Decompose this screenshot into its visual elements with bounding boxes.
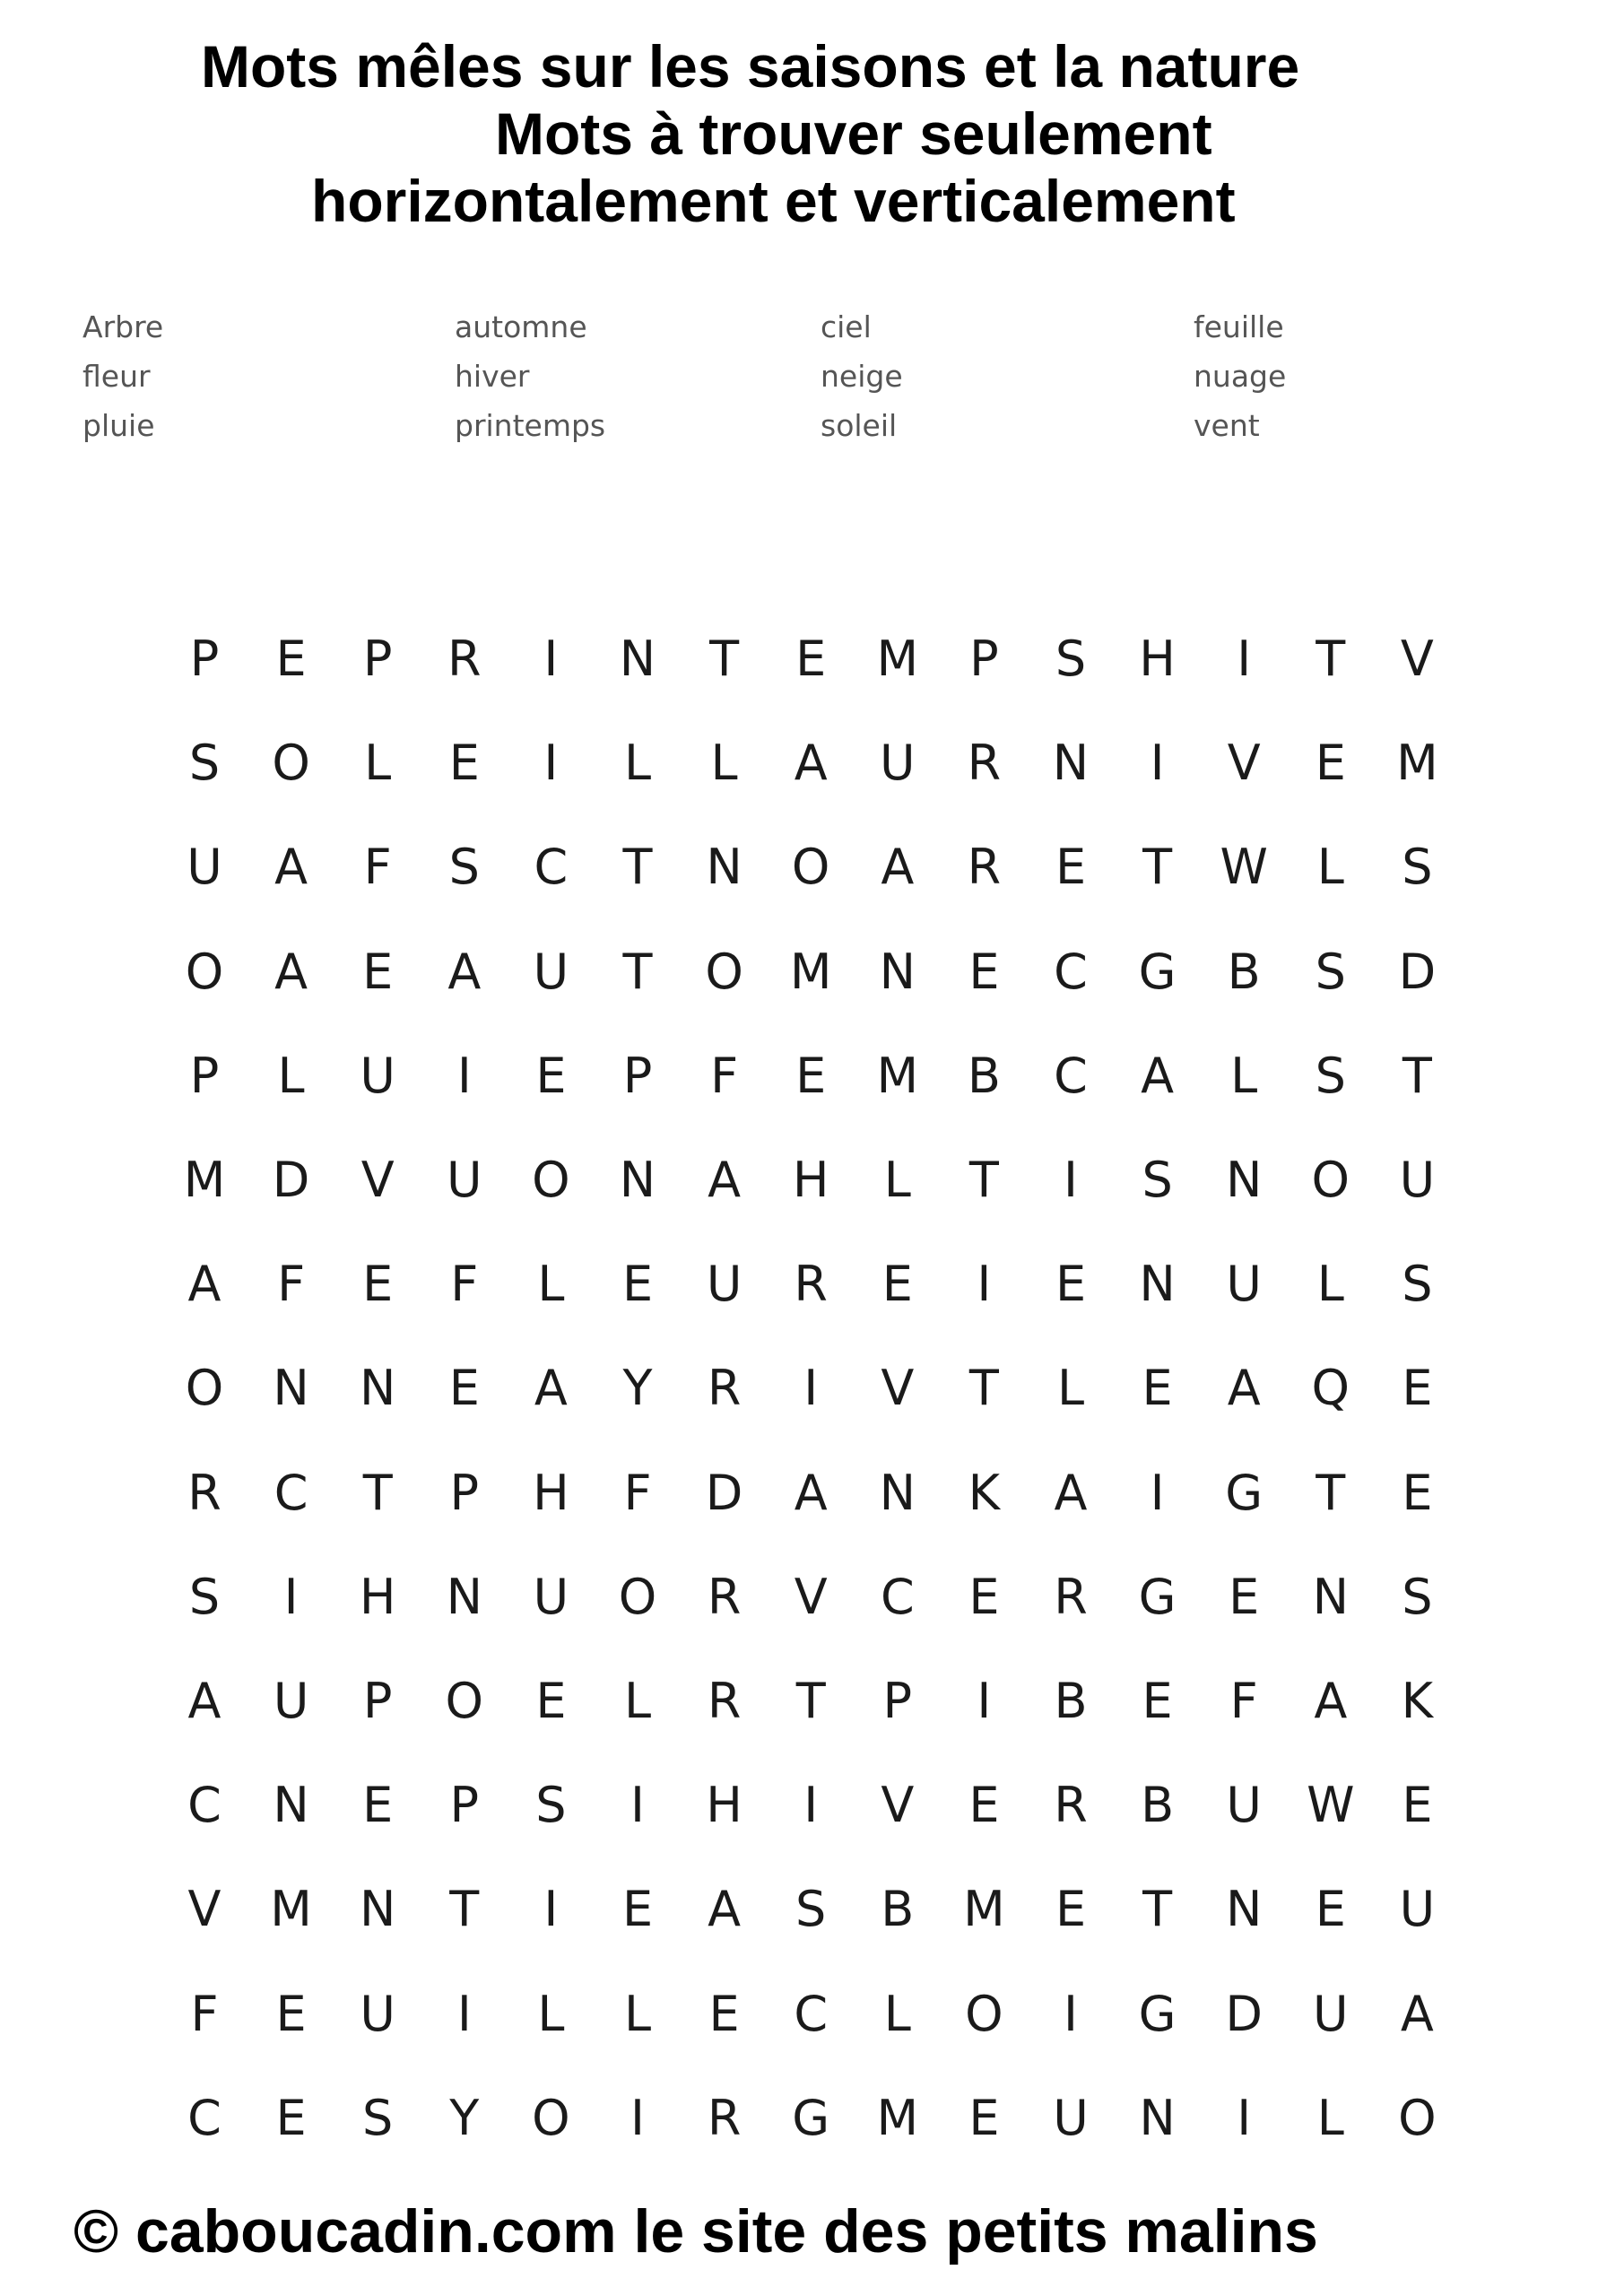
grid-letter: N [1139, 1256, 1176, 1313]
grid-letter: E [795, 1047, 827, 1104]
grid-letter: U [533, 1568, 569, 1625]
grid-letter: N [1052, 735, 1090, 792]
grid-letter: I [283, 1568, 299, 1625]
grid-letter: R [794, 1256, 828, 1313]
grid-letter: P [882, 1673, 913, 1729]
grid-letter: U [447, 1152, 482, 1208]
grid-letter: N [359, 1881, 396, 1938]
grid-letter: G [1225, 1464, 1264, 1521]
grid-letter: I [456, 1985, 472, 2042]
grid-letter: I [1237, 631, 1252, 687]
grid-letter: B [881, 1881, 915, 1938]
grid-letter: N [619, 631, 656, 687]
grid-letter: O [1398, 2089, 1437, 2146]
grid-letter: I [543, 631, 559, 687]
grid-letter: E [1142, 1360, 1173, 1417]
grid-letter: T [622, 839, 653, 896]
grid-letter: E [708, 1985, 740, 2042]
grid-letter: B [1054, 1673, 1088, 1729]
grid-letter: N [273, 1777, 309, 1834]
grid-letter: L [883, 1152, 911, 1208]
grid-letter: E [1402, 1360, 1433, 1417]
grid-letter: N [879, 1464, 916, 1521]
grid-letter: L [364, 735, 392, 792]
grid-letter: I [543, 1881, 559, 1938]
grid-letter: A [1314, 1673, 1348, 1729]
word-item: neige [821, 359, 903, 394]
grid-letter: E [535, 1047, 567, 1104]
grid-letter: N [1312, 1568, 1349, 1625]
grid-letter: S [795, 1881, 827, 1938]
grid-letter: G [1138, 943, 1177, 1000]
word-item: nuage [1194, 359, 1287, 394]
grid-letter: I [630, 2089, 645, 2146]
grid-letter: C [794, 1985, 829, 2042]
grid-letter: U [880, 735, 916, 792]
grid-letter: M [789, 943, 832, 1000]
grid-letter: S [448, 839, 480, 896]
grid-letter: L [883, 1985, 911, 2042]
grid-letter: U [1399, 1152, 1436, 1208]
grid-letter: R [707, 2089, 742, 2146]
word-item: vent [1194, 408, 1260, 443]
grid-letter: T [1142, 1881, 1173, 1938]
grid-letter: I [1150, 1464, 1165, 1521]
grid-letter: A [187, 1673, 221, 1729]
grid-letter: N [706, 839, 743, 896]
grid-letter: A [1141, 1047, 1175, 1104]
grid-letter: I [630, 1777, 645, 1834]
grid-letter: T [1402, 1047, 1432, 1104]
grid-letter: C [1054, 1047, 1088, 1104]
grid-letter: R [967, 839, 1002, 896]
grid-letter: D [272, 1152, 310, 1208]
grid-letter: E [1315, 735, 1346, 792]
word-item: printemps [455, 408, 606, 443]
grid-letter: F [190, 1985, 219, 2042]
grid-letter: P [969, 631, 999, 687]
grid-letter: N [273, 1360, 309, 1417]
grid-letter: H [359, 1568, 396, 1625]
grid-letter: A [794, 735, 828, 792]
grid-letter: S [1315, 943, 1346, 1000]
grid-letter: A [1400, 1985, 1434, 2042]
grid-letter: L [1316, 839, 1344, 896]
grid-letter: A [708, 1152, 742, 1208]
grid-letter: F [623, 1464, 652, 1521]
grid-letter: I [456, 1047, 472, 1104]
grid-letter: N [359, 1360, 396, 1417]
grid-letter: I [1064, 1152, 1078, 1208]
grid-letter: E [795, 631, 827, 687]
grid-letter: S [188, 735, 221, 792]
grid-letter: R [1054, 1568, 1088, 1625]
grid-letter: U [360, 1985, 395, 2042]
grid-letter: E [1402, 1777, 1433, 1834]
grid-letter: T [1316, 1464, 1346, 1521]
grid-letter: I [1150, 735, 1165, 792]
grid-letter: C [187, 1777, 221, 1834]
grid-letter: I [543, 735, 559, 792]
grid-letter: S [188, 1568, 221, 1625]
grid-letter: T [622, 943, 653, 1000]
grid-letter: I [803, 1360, 819, 1417]
grid-letter: N [1225, 1881, 1263, 1938]
grid-letter: I [1237, 2089, 1252, 2146]
grid-letter: V [1227, 735, 1261, 792]
grid-letter: V [794, 1568, 828, 1625]
grid-letter: N [446, 1568, 482, 1625]
grid-letter: R [707, 1673, 742, 1729]
grid-letter: V [187, 1881, 221, 1938]
grid-letter: P [362, 631, 393, 687]
grid-letter: O [185, 1360, 224, 1417]
grid-letter: M [1396, 735, 1438, 792]
grid-letter: M [270, 1881, 312, 1938]
grid-letter: S [1402, 1568, 1433, 1625]
word-item: feuille [1194, 309, 1284, 344]
footer-credit: © caboucadin.com le site des petits malins [74, 2197, 1318, 2266]
grid-letter: B [967, 1047, 1001, 1104]
grid-letter: F [710, 1047, 739, 1104]
grid-letter: O [185, 943, 224, 1000]
grid-letter: N [879, 943, 916, 1000]
grid-letter: G [1138, 1568, 1177, 1625]
grid-letter: E [1055, 1256, 1087, 1313]
grid-letter: E [621, 1256, 654, 1313]
grid-letter: E [535, 1673, 567, 1729]
grid-letter: A [534, 1360, 568, 1417]
grid-letter: M [963, 1881, 1005, 1938]
page-subtitle-line-2: horizontalement et verticalement [311, 168, 1236, 234]
grid-letter: E [968, 1777, 1000, 1834]
page-subtitle-line-1: Mots à trouver seulement [495, 100, 1212, 167]
grid-letter: L [537, 1985, 565, 2042]
grid-letter: M [183, 1152, 226, 1208]
grid-letter: D [1398, 943, 1437, 1000]
grid-letter: I [977, 1673, 992, 1729]
grid-letter: I [803, 1777, 819, 1834]
grid-letter: E [275, 1985, 307, 2042]
grid-letter: O [532, 1152, 570, 1208]
grid-letter: R [1054, 1777, 1088, 1834]
grid-letter: R [707, 1568, 742, 1625]
grid-letter: U [273, 1673, 309, 1729]
grid-letter: A [1054, 1464, 1088, 1521]
grid-letter: T [449, 1881, 480, 1938]
grid-letter: E [362, 1777, 394, 1834]
page-title: Mots mêles sur les saisons et la nature [201, 33, 1300, 100]
grid-letter: L [623, 1673, 652, 1729]
grid-letter: C [274, 1464, 308, 1521]
grid-letter: A [274, 943, 308, 1000]
grid-letter: C [1054, 943, 1088, 1000]
grid-letter: N [619, 1152, 656, 1208]
grid-letter: E [1229, 1568, 1260, 1625]
grid-letter: N [1139, 2089, 1176, 2146]
grid-letter: A [187, 1256, 221, 1313]
grid-letter: L [623, 735, 652, 792]
grid-letter: S [1055, 631, 1087, 687]
grid-letter: A [794, 1464, 828, 1521]
grid-letter: W [1220, 839, 1268, 896]
grid-letter: S [1142, 1152, 1173, 1208]
grid-letter: H [1139, 631, 1176, 687]
grid-letter: K [968, 1464, 1001, 1521]
grid-letter: U [1399, 1881, 1436, 1938]
grid-letter: M [876, 631, 919, 687]
grid-letter: O [272, 735, 310, 792]
grid-letter: V [881, 1360, 915, 1417]
word-item: soleil [821, 408, 898, 443]
grid-letter: L [537, 1256, 565, 1313]
grid-letter: T [1142, 839, 1173, 896]
grid-letter: B [1227, 943, 1261, 1000]
grid-letter: R [707, 1360, 742, 1417]
grid-letter: M [876, 2089, 919, 2146]
grid-letter: C [187, 2089, 221, 2146]
grid-letter: E [448, 1360, 480, 1417]
grid-letter: E [881, 1256, 913, 1313]
grid-letter: O [445, 1673, 484, 1729]
grid-letter: I [1064, 1985, 1078, 2042]
grid-letter: A [708, 1881, 742, 1938]
grid-letter: S [362, 2089, 394, 2146]
grid-letter: E [1402, 1464, 1433, 1521]
grid-letter: O [1311, 1152, 1350, 1208]
grid-letter: E [362, 1256, 394, 1313]
grid-letter: T [795, 1673, 826, 1729]
grid-letter: T [968, 1360, 999, 1417]
grid-letter: E [968, 1568, 1000, 1625]
grid-letter: U [360, 1047, 395, 1104]
grid-letter: P [622, 1047, 653, 1104]
grid-letter: R [447, 631, 482, 687]
grid-letter: U [706, 1256, 743, 1313]
word-item: pluie [83, 408, 155, 443]
grid-letter: S [1315, 1047, 1346, 1104]
grid-letter: E [448, 735, 480, 792]
grid-letter: P [362, 1673, 393, 1729]
grid-letter: H [533, 1464, 569, 1521]
grid-letter: E [621, 1881, 654, 1938]
grid-letter: O [532, 2089, 570, 2146]
grid-letter: U [1313, 1985, 1349, 2042]
grid-letter: W [1307, 1777, 1355, 1834]
grid-letter: D [705, 1464, 743, 1521]
grid-letter: L [710, 735, 738, 792]
grid-letter: U [187, 839, 222, 896]
grid-letter: C [534, 839, 569, 896]
grid-letter: G [792, 2089, 830, 2146]
grid-letter: Q [1311, 1360, 1350, 1417]
grid-letter: L [623, 1985, 652, 2042]
grid-letter: U [1226, 1777, 1262, 1834]
grid-letter: T [968, 1152, 999, 1208]
grid-letter: C [880, 1568, 915, 1625]
grid-letter: L [1316, 1256, 1344, 1313]
grid-letter: P [449, 1464, 480, 1521]
grid-letter: P [189, 631, 220, 687]
grid-letter: V [1400, 631, 1434, 687]
grid-letter: E [1055, 839, 1087, 896]
grid-letter: E [1055, 1881, 1087, 1938]
grid-letter: F [1229, 1673, 1258, 1729]
grid-letter: S [1402, 839, 1433, 896]
grid-letter: E [1142, 1673, 1173, 1729]
grid-letter: G [1138, 1985, 1177, 2042]
grid-letter: N [1225, 1152, 1263, 1208]
grid-letter: I [977, 1256, 992, 1313]
word-item: hiver [455, 359, 530, 394]
grid-letter: T [709, 631, 740, 687]
grid-letter: S [1402, 1256, 1433, 1313]
grid-letter: U [533, 943, 569, 1000]
grid-letter: T [1316, 631, 1346, 687]
grid-letter: L [1056, 1360, 1085, 1417]
grid-letter: E [1315, 1881, 1346, 1938]
grid-letter: A [881, 839, 915, 896]
grid-letter: S [535, 1777, 567, 1834]
grid-letter: L [1230, 1047, 1258, 1104]
grid-letter: T [362, 1464, 393, 1521]
grid-letter: U [1053, 2089, 1089, 2146]
word-item: fleur [83, 359, 151, 394]
grid-letter: E [275, 2089, 307, 2146]
grid-letter: E [362, 943, 394, 1000]
grid-letter: Y [449, 2089, 480, 2146]
grid-letter: R [967, 735, 1002, 792]
grid-letter: F [277, 1256, 306, 1313]
grid-letter: O [965, 1985, 1003, 2042]
grid-letter: D [1225, 1985, 1263, 2042]
grid-letter: E [968, 943, 1000, 1000]
grid-letter: K [1401, 1673, 1434, 1729]
grid-letter: B [1141, 1777, 1175, 1834]
grid-letter: L [1316, 2089, 1344, 2146]
grid-letter: O [791, 839, 830, 896]
grid-letter: A [274, 839, 308, 896]
grid-letter: Y [622, 1360, 653, 1417]
grid-letter: F [363, 839, 392, 896]
grid-letter: H [792, 1152, 829, 1208]
grid-letter: O [705, 943, 743, 1000]
word-item: automne [455, 309, 587, 344]
grid-letter: M [876, 1047, 919, 1104]
grid-letter: P [449, 1777, 480, 1834]
grid-letter: L [277, 1047, 305, 1104]
grid-letter: V [360, 1152, 395, 1208]
grid-letter: A [447, 943, 482, 1000]
word-item: Arbre [83, 309, 164, 344]
word-item: ciel [821, 309, 872, 344]
grid-letter: E [275, 631, 307, 687]
grid-letter: U [1226, 1256, 1262, 1313]
grid-letter: P [189, 1047, 220, 1104]
grid-letter: O [618, 1568, 657, 1625]
grid-letter: A [1227, 1360, 1261, 1417]
grid-letter: E [968, 2089, 1000, 2146]
grid-letter: V [881, 1777, 915, 1834]
grid-letter: H [706, 1777, 743, 1834]
grid-letter: F [450, 1256, 479, 1313]
grid-letter: R [187, 1464, 221, 1521]
